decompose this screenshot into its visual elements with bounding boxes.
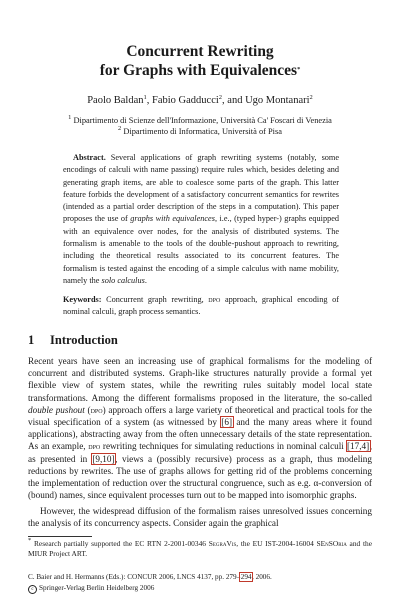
keywords: Keywords: Concurrent graph rewriting, dpo approach, graphical encoding of nominal calculi, graph process semantics.	[63, 295, 339, 317]
affiliation-2: $^2$ Dipartimento di Informatica, Università of Pisa	[118, 125, 282, 136]
body-paragraph-2: However, the widespread diffusion of the formalism raises unresolved issues concerning the analysis of its concurrency aspects. Consider again the graphical	[28, 506, 372, 529]
keywords-label: Keywords:	[63, 295, 102, 304]
author-list: Paolo Baldan$^1$, Fabio Gadducci$^2$, and Ugo Montanari$^2$	[87, 94, 313, 106]
title-footnote-mark[interactable]: *	[297, 66, 301, 73]
footnote: * Research partially supported the EC RTN 2-2001-00346 SegraVis, the EU IST-2004-16004 SEnSOria and the MIUR Project ART.	[28, 537, 372, 559]
author-2: Fabio Gadducci	[152, 95, 219, 106]
footnote-rule	[28, 536, 92, 537]
body-paragraph-1: Recent years have seen an increasing use of graphical formalisms for the modeling of concurrent and distributed systems. Graph-like structures naturally provide a formal yet flexible view of system states, while the rewriting rules suitably model local state transformations. Among the different formalisms proposed in the literature, the so-called double pushout (dpo) approach offers a large variety of theoretical and practical tools for the visual specification of a system (as witnessed by [6] and the many areas where it found applications), abstracting away from the often unnecessary details of the state representation. As an example, dpo rewriting techniques for simulating reductions in nominal calculi [17,4], as presented in [9,10], views a (possibly recursive) process as a graph, thus modeling reductions by rewrites. The use of graphs allows for getting rid of the problems concerning the implementation of reduction over the structural congruence, such as e.g. α-conversion of (bound) names, since equivalent processes turn out to be mapped into isomorphic graphs.	[28, 356, 372, 501]
author-1: Paolo Baldan	[87, 95, 144, 106]
page-link[interactable]: 294	[240, 573, 252, 581]
paper-title-line-1: Concurrent Rewriting	[126, 43, 274, 60]
affiliation-1: $^1$ Dipartimento di Scienze dell'Informazione, Università Ca' Foscari di Venezia	[68, 114, 332, 125]
footer-citation: C. Baier and H. Hermanns (Eds.): CONCUR 2006, LNCS 4137, pp. 279–294, 2006.	[28, 573, 272, 581]
section-heading	[28, 333, 118, 348]
abstract: Abstract. Several applications of graph rewriting systems (notably, some encodings of calculi with name passing) require rules which, besides deleting and generating graph items, are able to coalesce some parts of the graph. This latter feature forbids the development of a satisfactory concurrent semantics for rewrites (intended as a partial order description of the steps in a computation). This paper proposes the use of graphs with equivalences, i.e., (typed hyper-) graphs equipped with an equivalence over nodes, for the analysis of distributed systems. The formalism is amenable to the tools of the double-pushout approach to rewriting, including the theoretical results associated to its concurrent features. The formalism is tested against the encoding of a simple calculus with name mobility, namely the solo calculus.	[63, 153, 339, 285]
abstract-label: Abstract.	[73, 153, 106, 162]
copyright-icon: c	[28, 585, 37, 594]
section-title: Introduction	[50, 333, 118, 347]
citation-link[interactable]: [9,10]	[92, 453, 115, 464]
citation-link[interactable]: [6]	[221, 417, 233, 428]
author-3: Ugo Montanari	[245, 95, 310, 106]
citation-link[interactable]: [17,4]	[347, 441, 370, 452]
paper-title-line-2: for Graphs with Equivalences*	[99, 62, 301, 79]
section-number: 1	[28, 333, 35, 347]
footer-copyright: c Springer-Verlag Berlin Heidelberg 2006	[28, 584, 154, 594]
